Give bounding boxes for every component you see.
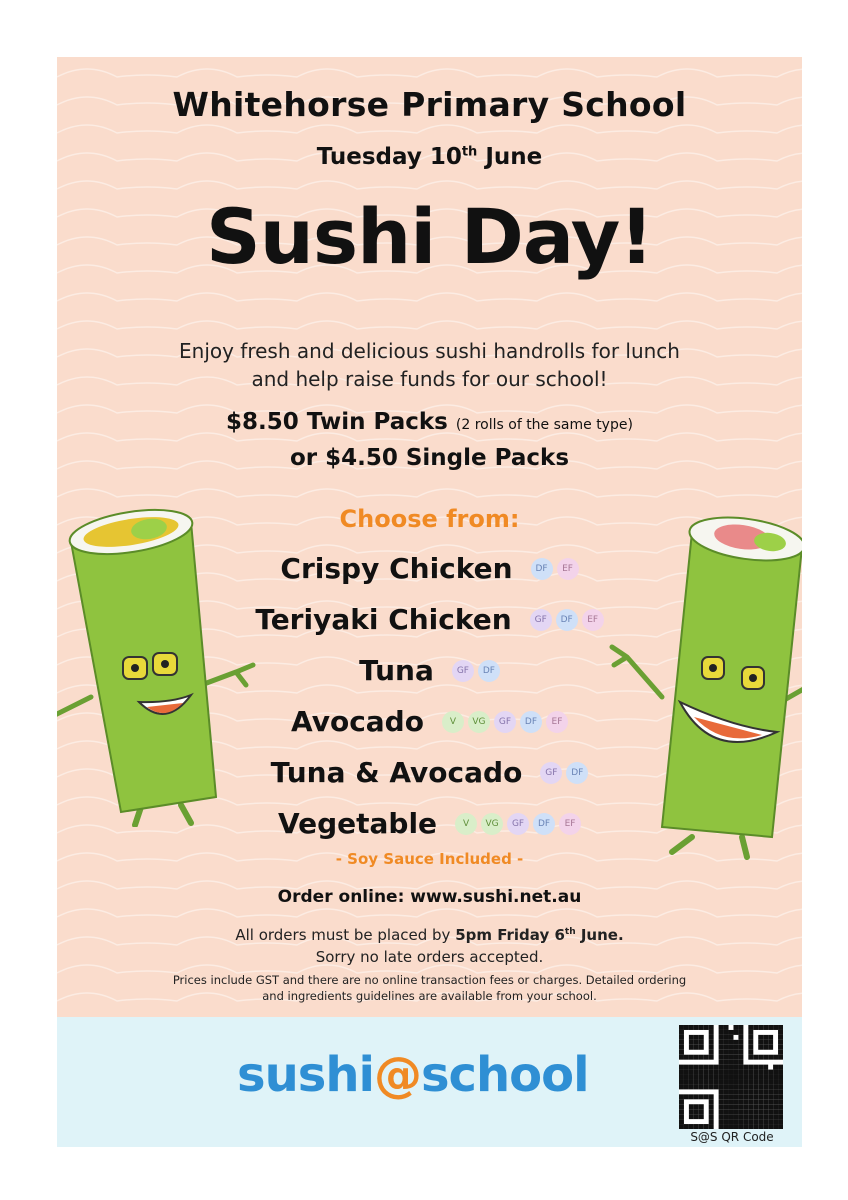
menu-item-name: Tuna & Avocado <box>270 756 523 789</box>
fine-print-line-1: Prices include GST and there are no online transaction fees or charges. Detailed ordering <box>172 973 687 987</box>
event-date: Tuesday 10th June <box>316 144 543 170</box>
menu-item-name: Vegetable <box>277 807 438 840</box>
dietary-badge: DF <box>478 660 500 682</box>
twin-pack-price: $8.50 Twin Packs (2 rolls of the same type) <box>226 409 633 435</box>
order-deadline: All orders must be placed by 5pm Friday 6th June. <box>235 926 624 944</box>
dietary-badge: EF <box>559 813 581 835</box>
dietary-badge: DF <box>531 558 553 580</box>
menu-item-name: Avocado <box>291 705 424 738</box>
dietary-badge: DF <box>556 609 578 631</box>
dietary-badge: VG <box>481 813 503 835</box>
dietary-badge: GF <box>494 711 516 733</box>
menu-item-name: Teriyaki Chicken <box>255 603 512 636</box>
dietary-badge: EF <box>582 609 604 631</box>
dietary-badge: DF <box>520 711 542 733</box>
fine-print-line-2: and ingredients guidelines are available from your school. <box>262 989 597 1003</box>
dietary-badge: GF <box>452 660 474 682</box>
dietary-badge: VG <box>468 711 490 733</box>
sushi-roll-character-left <box>57 507 261 827</box>
footer-band <box>57 1017 802 1147</box>
dietary-badge: GF <box>530 609 552 631</box>
headline: Sushi Day! <box>206 192 653 281</box>
poster <box>57 57 802 1147</box>
late-orders-note: Sorry no late orders accepted. <box>315 948 544 966</box>
dietary-badge: DF <box>533 813 555 835</box>
sushi-at-school-logo: sushi@school <box>237 1047 589 1103</box>
dietary-badge: EF <box>546 711 568 733</box>
menu-item-name: Crispy Chicken <box>280 552 513 585</box>
school-name: Whitehorse Primary School <box>172 85 687 124</box>
dietary-badge: GF <box>540 762 562 784</box>
dietary-badge: V <box>442 711 464 733</box>
qr-code-icon[interactable] <box>679 1025 783 1129</box>
intro-line-1: Enjoy fresh and delicious sushi handrolls for lunch <box>179 339 680 363</box>
sushi-roll-character-right <box>602 507 802 867</box>
dietary-badge: DF <box>566 762 588 784</box>
fine-print <box>57 972 802 1004</box>
intro-line-2: and help raise funds for our school! <box>251 367 608 391</box>
soy-sauce-note: - Soy Sauce Included - <box>335 850 524 868</box>
single-pack-price: or $4.50 Single Packs <box>289 445 570 471</box>
dietary-badge: EF <box>557 558 579 580</box>
choose-heading: Choose from: <box>339 505 520 533</box>
dietary-badge: V <box>455 813 477 835</box>
qr-caption: S@S QR Code <box>690 1130 774 1144</box>
intro-text <box>57 337 802 393</box>
order-online: Order online: www.sushi.net.au <box>277 887 582 907</box>
menu-item-name: Tuna <box>359 654 434 687</box>
dietary-badge: GF <box>507 813 529 835</box>
